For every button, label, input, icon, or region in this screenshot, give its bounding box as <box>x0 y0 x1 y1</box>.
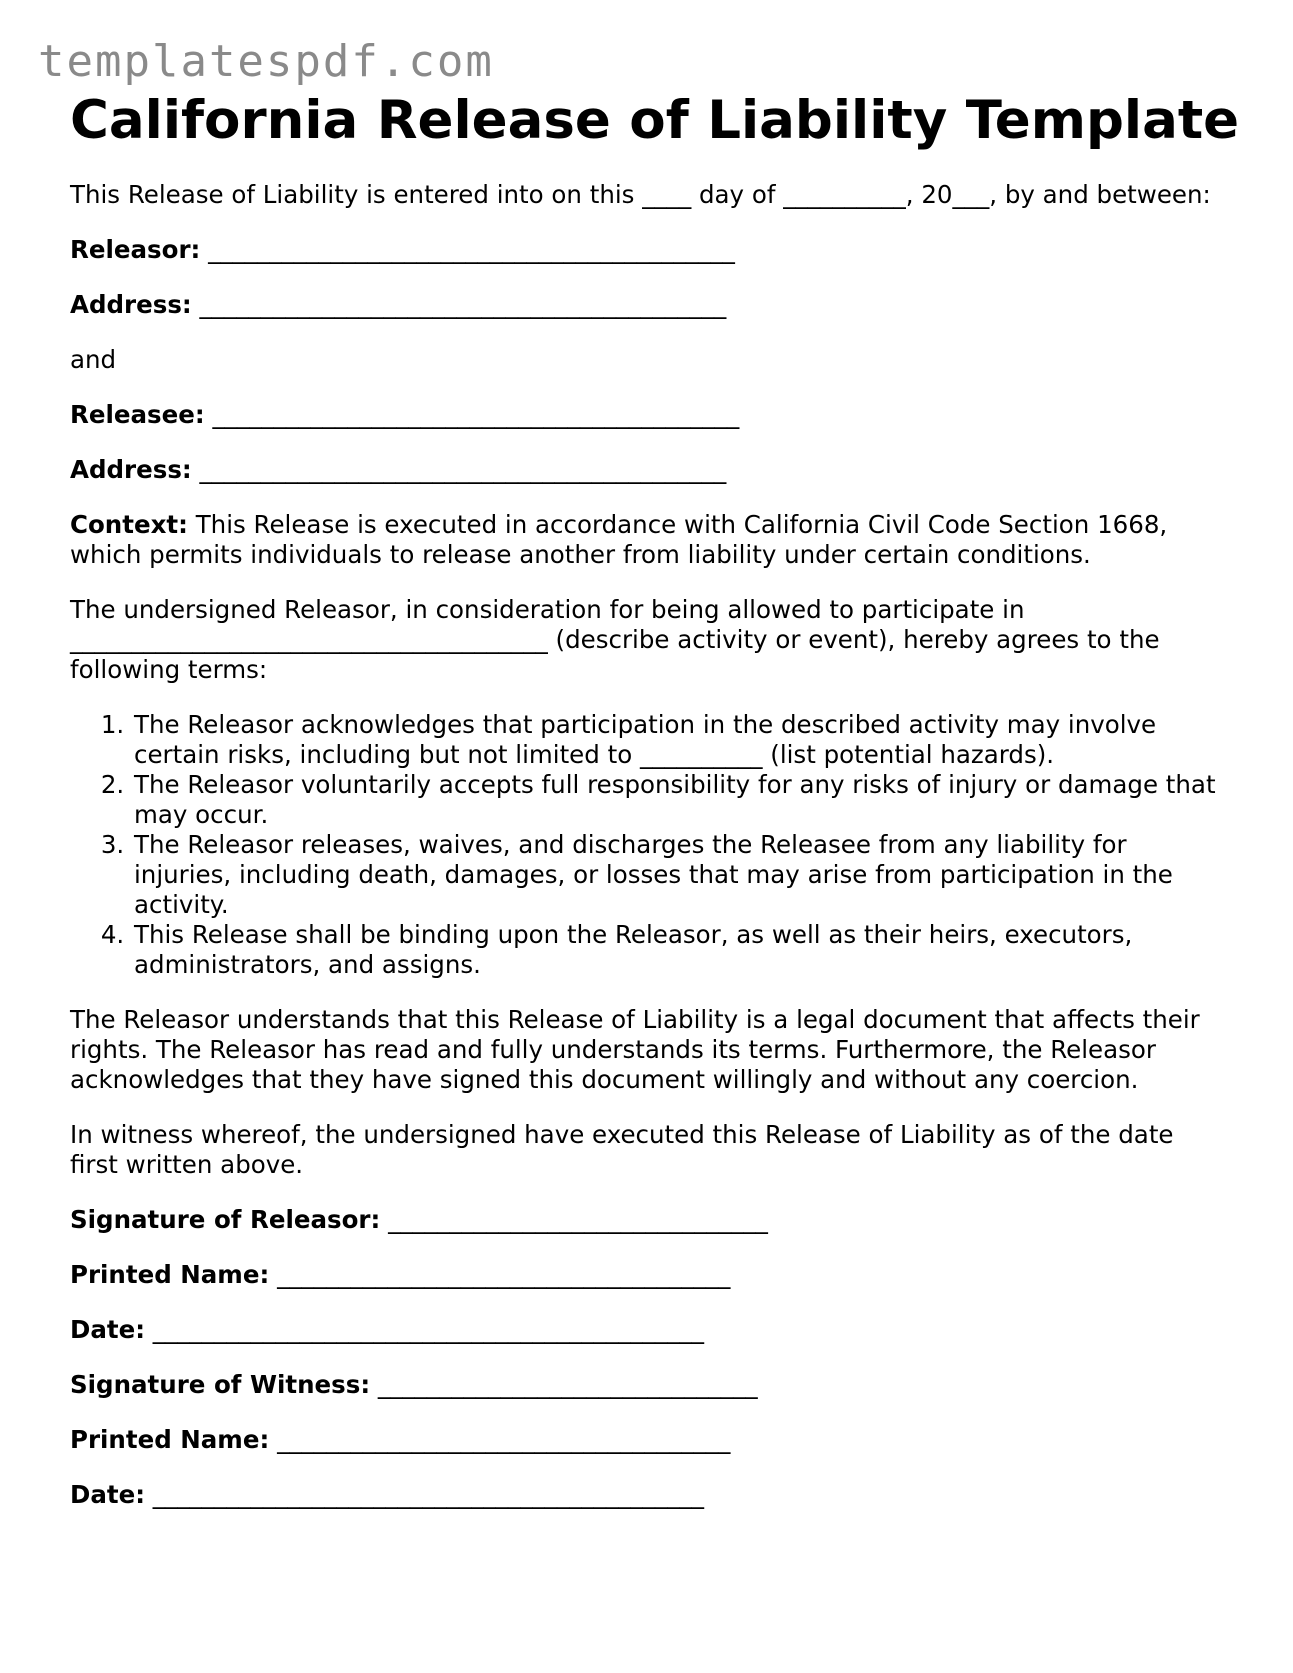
date-witness-label: Date: <box>70 1480 145 1509</box>
context-paragraph <box>70 510 1220 570</box>
releasee-address-label: Address: <box>70 455 192 484</box>
releasor-blank: ___________________________________________ <box>208 235 735 264</box>
date-releasor-field <box>70 1315 1220 1345</box>
date-witness-field <box>70 1480 1220 1510</box>
signature-releasor-blank: _______________________________ <box>388 1205 768 1234</box>
date-witness-blank: _____________________________________________ <box>152 1480 705 1509</box>
and-text: and <box>70 345 117 374</box>
releasor-field <box>70 235 1220 265</box>
releasee-address-blank: ___________________________________________ <box>199 455 727 484</box>
signature-releasor-label: Signature of Releasor: <box>70 1205 381 1234</box>
term-item: 1. The Releasor acknowledges that participation in the described activity may involve certain risks, including but not limited to __________ (list potential hazards). <box>132 710 1220 770</box>
date-releasor-blank: _____________________________________________ <box>152 1315 705 1344</box>
releasor-address-blank: ___________________________________________ <box>199 290 727 319</box>
releasee-address-field <box>70 455 1220 485</box>
witness-clause: In witness whereof, the undersigned have executed this Release of Liability as of the date first written above. <box>70 1120 1174 1179</box>
watermark-text: templatespdf.com <box>38 36 494 87</box>
term-item: 2. The Releasor voluntarily accepts full responsibility for any risks of injury or damage that may occur. <box>132 770 1220 830</box>
document-title: California Release of Liability Template <box>70 90 1240 151</box>
releasee-label: Releasee: <box>70 400 205 429</box>
term-item: 4. This Release shall be binding upon the Releasor, as well as their heirs, executors, administrators, and assigns. <box>132 920 1220 980</box>
releasor-address-label: Address: <box>70 290 192 319</box>
printed-name-witness-blank: _____________________________________ <box>277 1425 731 1454</box>
understanding-paragraph: The Releasor understands that this Release of Liability is a legal document that affects their rights. The Releasor has read and fully understands its terms. Furthermore, the Releasor acknowledges that they have signed this document willingly and without any coercion. <box>70 1005 1200 1094</box>
intro-paragraph: This Release of Liability is entered into on this ____ day of __________, 20___, by and between: <box>70 180 1211 209</box>
releasee-field <box>70 400 1220 430</box>
printed-name-witness-field <box>70 1425 1220 1455</box>
releasor-label: Releasor: <box>70 235 201 264</box>
releasor-address-field <box>70 290 1220 320</box>
context-text: This Release is executed in accordance with California Civil Code Section 1668, which permits individuals to release another from liability under certain conditions. <box>70 510 1168 569</box>
terms-list <box>70 710 1220 980</box>
releasee-blank: ___________________________________________ <box>212 400 740 429</box>
printed-name-releasor-blank: _____________________________________ <box>277 1260 731 1289</box>
signature-witness-blank: _______________________________ <box>377 1370 758 1399</box>
signature-witness-field <box>70 1370 1220 1400</box>
printed-name-witness-label: Printed Name: <box>70 1425 270 1454</box>
document-page <box>70 88 1240 1510</box>
date-releasor-label: Date: <box>70 1315 145 1344</box>
signature-witness-label: Signature of Witness: <box>70 1370 371 1399</box>
printed-name-releasor-label: Printed Name: <box>70 1260 270 1289</box>
consideration-paragraph: The undersigned Releasor, in consideration for being allowed to participate in _______________________________________ (describe activity or event), hereby agrees to the following terms: <box>70 595 1160 684</box>
printed-name-releasor-field <box>70 1260 1220 1290</box>
signature-releasor-field <box>70 1205 1220 1235</box>
term-item: 3. The Releasor releases, waives, and discharges the Releasee from any liability for injuries, including death, damages, or losses that may arise from participation in the activity. <box>132 830 1220 920</box>
context-label: Context: <box>70 510 188 539</box>
